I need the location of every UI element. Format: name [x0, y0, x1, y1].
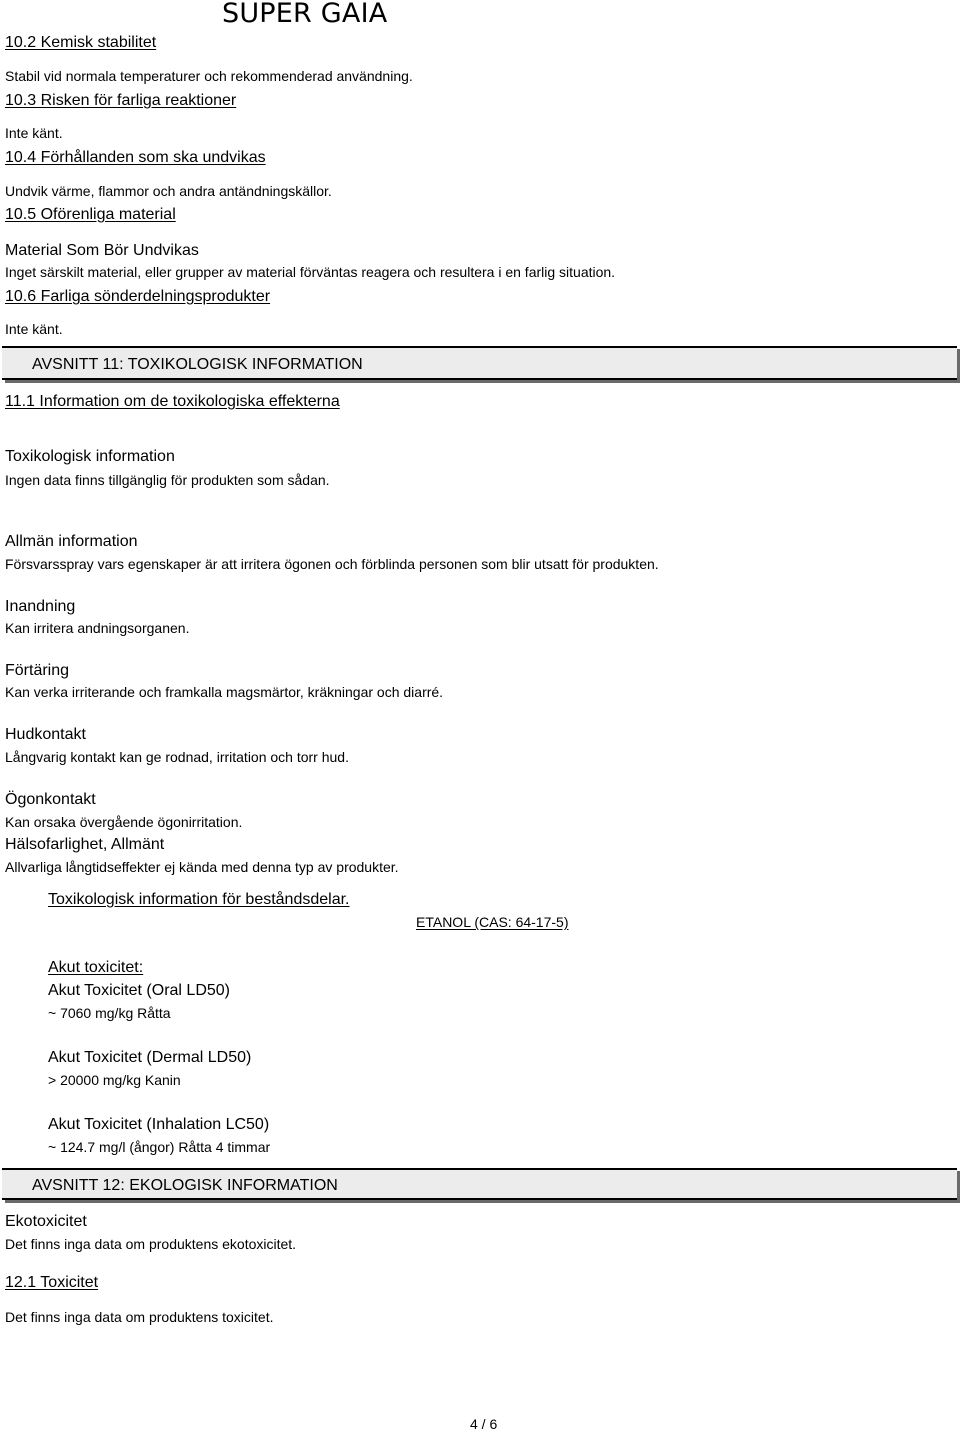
- section-10-5-text: Inget särskilt material, eller grupper av material förväntas reagera och resultera i en farlig situation.: [5, 264, 616, 280]
- page-number: 4 / 6: [470, 1416, 498, 1432]
- health-hazard-text: Allvarliga långtidseffekter ej kända med denna typ av produkter.: [5, 859, 399, 875]
- health-hazard-label: Hälsofarlighet, Allmänt: [5, 836, 165, 853]
- section-12-1-heading: 12.1 Toxicitet: [5, 1274, 99, 1291]
- ingestion-text: Kan verka irriterande och framkalla magsmärtor, kräkningar och diarré.: [5, 684, 444, 700]
- document-brand-title: SUPER GAIA: [222, 0, 388, 29]
- section-10-6-heading: 10.6 Farliga sönderdelningsprodukter: [5, 288, 271, 305]
- section-10-2-heading: 10.2 Kemisk stabilitet: [5, 34, 157, 51]
- acute-toxicity-heading: Akut toxicitet:: [48, 959, 144, 976]
- tox-info-label: Toxikologisk information: [5, 448, 175, 465]
- component-name: ETANOL (CAS: 64-17-5): [416, 914, 569, 930]
- section-10-4-text: Undvik värme, flammor och andra antändningskällor.: [5, 183, 332, 199]
- ecotoxicity-text: Det finns inga data om produktens ekotoxicitet.: [5, 1236, 297, 1252]
- acute-inhalation-label: Akut Toxicitet (Inhalation LC50): [48, 1116, 270, 1133]
- acute-dermal-value: > 20000 mg/kg Kanin: [48, 1072, 181, 1088]
- eye-contact-label: Ögonkontakt: [5, 791, 96, 808]
- acute-oral-label: Akut Toxicitet (Oral LD50): [48, 982, 230, 999]
- components-heading: Toxikologisk information för beståndsdelar.: [48, 891, 350, 908]
- section-10-3-heading: 10.3 Risken för farliga reaktioner: [5, 92, 237, 109]
- section-10-2-text: Stabil vid normala temperaturer och rekommenderad användning.: [5, 68, 413, 84]
- section-11-band-shadow: [5, 380, 960, 383]
- section-10-6-text: Inte känt.: [5, 321, 63, 337]
- acute-inhalation-value: ~ 124.7 mg/l (ångor) Råtta 4 timmar: [48, 1139, 271, 1155]
- ingestion-label: Förtäring: [5, 662, 70, 679]
- section-12-1-text: Det finns inga data om produktens toxicitet.: [5, 1309, 274, 1325]
- general-info-label: Allmän information: [5, 533, 138, 550]
- skin-contact-label: Hudkontakt: [5, 726, 86, 743]
- section-10-3-text: Inte känt.: [5, 125, 63, 141]
- ecotoxicity-label: Ekotoxicitet: [5, 1213, 87, 1230]
- section-12-band: [2, 1168, 957, 1200]
- section-10-5-heading: 10.5 Oförenliga material: [5, 206, 176, 223]
- general-info-text: Försvarsspray vars egenskaper är att irritera ögonen och förblinda personen som blir utsatt för produkten.: [5, 556, 659, 572]
- inhalation-label: Inandning: [5, 598, 76, 615]
- section-11-band-title: AVSNITT 11: TOXIKOLOGISK INFORMATION: [32, 356, 363, 373]
- section-12-band-title: AVSNITT 12: EKOLOGISK INFORMATION: [32, 1177, 338, 1194]
- section-10-4-heading: 10.4 Förhållanden som ska undvikas: [5, 149, 266, 166]
- eye-contact-text: Kan orsaka övergående ögonirritation.: [5, 814, 243, 830]
- skin-contact-text: Långvarig kontakt kan ge rodnad, irritation och torr hud.: [5, 749, 349, 765]
- acute-dermal-label: Akut Toxicitet (Dermal LD50): [48, 1049, 252, 1066]
- section-11-1-heading: 11.1 Information om de toxikologiska effekterna: [5, 393, 340, 410]
- acute-oral-value: ~ 7060 mg/kg Råtta: [48, 1005, 171, 1021]
- section-12-band-shadow: [5, 1200, 960, 1203]
- section-10-5-subheading: Material Som Bör Undvikas: [5, 242, 199, 259]
- inhalation-text: Kan irritera andningsorganen.: [5, 620, 190, 636]
- section-11-band: [2, 346, 957, 380]
- tox-info-text: Ingen data finns tillgänglig för produkten som sådan.: [5, 472, 330, 488]
